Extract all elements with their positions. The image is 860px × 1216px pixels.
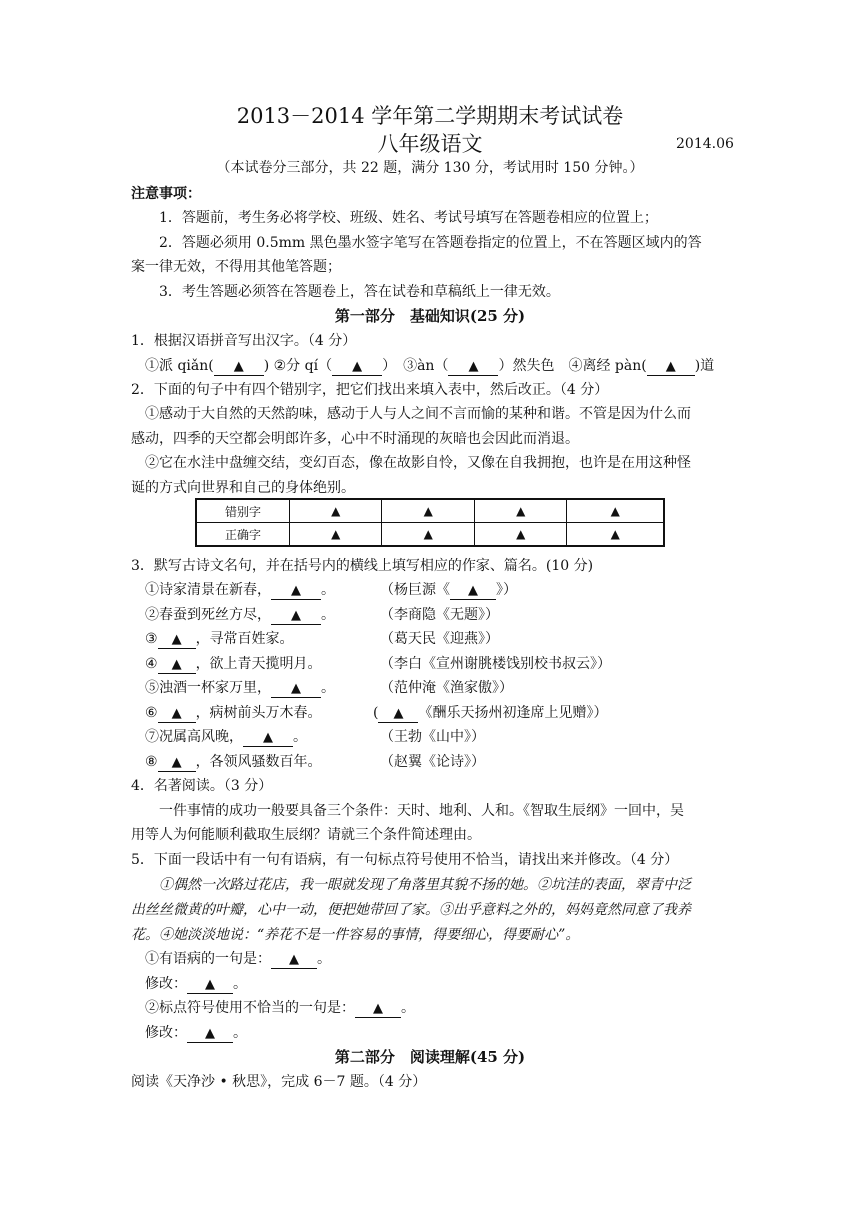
table-cell bbox=[382, 499, 474, 523]
q2-stem: 2．下面的句子中有四个错别字，把它们找出来填入表中，然后改正。（4 分） bbox=[131, 382, 609, 398]
triangle-icon: ▲ bbox=[205, 1026, 215, 1041]
q3-text: ④ bbox=[145, 656, 158, 672]
triangle-icon: ▲ bbox=[331, 504, 341, 518]
triangle-icon: ▲ bbox=[289, 952, 299, 967]
exam-title: 2013－2014 学年第二学期期末考试试卷 bbox=[236, 104, 624, 128]
q1-blank-4 bbox=[647, 358, 695, 376]
q5-blank bbox=[271, 951, 317, 969]
triangle-icon: ▲ bbox=[263, 730, 273, 745]
triangle-icon: ▲ bbox=[171, 657, 182, 672]
triangle-icon: ▲ bbox=[468, 583, 478, 598]
q3-line-1 bbox=[145, 580, 335, 600]
q3-text: ，各领风骚数百年。 bbox=[195, 754, 322, 770]
triangle-icon: ▲ bbox=[331, 527, 341, 541]
q2-para2-line2: 诞的方式向世界和自己的身体绝别。 bbox=[131, 480, 355, 496]
q3-source-8: （赵翼《论诗》） bbox=[380, 754, 485, 770]
q1-stem: 1．根据汉语拼音写出汉字。（4 分） bbox=[131, 333, 357, 349]
q3-blank bbox=[450, 582, 496, 600]
notice-item-2-cont: 案一律无效，不得用其他笔答题； bbox=[131, 259, 341, 275]
q3-text: 。 bbox=[321, 607, 335, 623]
table-cell-label: 正确字 bbox=[196, 523, 290, 547]
triangle-icon: ▲ bbox=[291, 681, 301, 696]
q1-blank-1 bbox=[214, 358, 264, 376]
q3-source-2: （李商隐《无题》） bbox=[380, 607, 499, 623]
q3-text: ⑧ bbox=[145, 754, 158, 770]
notice-item-2: 2．答题必须用 0.5mm 黑色墨水签字笔写在答题卷指定的位置上，不在答题区域内的答 bbox=[159, 235, 702, 251]
q3-line-8 bbox=[145, 752, 322, 772]
q3-blank bbox=[158, 754, 196, 772]
q4-para-line1: 一件事情的成功一般要具备三个条件：天时、地利、人和。《智取生辰纲》一回中，吴 bbox=[159, 803, 684, 819]
q1-blank-3 bbox=[448, 358, 498, 376]
q3-blank bbox=[271, 680, 321, 698]
triangle-icon: ▲ bbox=[171, 632, 182, 647]
table-cell bbox=[382, 523, 474, 547]
triangle-icon: ▲ bbox=[205, 977, 215, 992]
notice-label: 注意事项： bbox=[131, 186, 201, 202]
q3-text: ，病树前头万木春。 bbox=[195, 705, 322, 721]
q3-blank bbox=[158, 656, 196, 674]
q1-a: ①派 qiǎn( bbox=[145, 358, 214, 374]
triangle-icon: ▲ bbox=[516, 527, 526, 541]
q3-text: 。 bbox=[321, 680, 335, 696]
q3-source-4: （李白《宣州谢朓楼饯别校书叔云》） bbox=[380, 656, 611, 672]
q3-source-text: 》） bbox=[496, 582, 517, 598]
q4-stem: 4．名著阅读。（3 分） bbox=[131, 778, 273, 794]
q2-para1-line2: 感动，四季的天空都会明郎许多，心中不时涌现的灰暗也会因此而消退。 bbox=[131, 431, 579, 447]
q3-source-text: （杨巨源《 bbox=[380, 582, 450, 598]
q1-c: ） ③àn（ bbox=[382, 358, 449, 374]
table-cell bbox=[290, 499, 382, 523]
q3-text: ②春蚕到死丝方尽， bbox=[145, 607, 271, 623]
q5-answer-3: ②标点符号使用不恰当的一句是： ▲ 。 bbox=[145, 1000, 415, 1016]
q5-blank bbox=[187, 1025, 233, 1043]
table-row bbox=[196, 523, 664, 547]
q3-source-7: （王勃《山中》） bbox=[380, 729, 485, 745]
q3-text: 。 bbox=[321, 582, 335, 598]
q3-source-1 bbox=[380, 580, 517, 600]
q2-para2-line1: ②它在水洼中盘缠交结，变幻百态，像在故影自怜，又像在自我拥抱，也许是在用这种怪 bbox=[145, 455, 691, 471]
q1-items bbox=[145, 356, 714, 376]
q3-line-4 bbox=[145, 654, 322, 674]
part2-intro: 阅读《天净沙 • 秋思》，完成 6－7 题。（4 分） bbox=[131, 1074, 427, 1090]
q5-stem: 5．下面一段话中有一句有语病，有一句标点符号使用不恰当，请找出来并修改。（4 分） bbox=[131, 852, 679, 868]
q2-para1-line1: ①感动于大自然的天然韵味，感动于人与人之间不言而愉的某种和谐。不管是因为什么而 bbox=[145, 406, 691, 422]
q5-answer-4: 修改： ▲ 。 bbox=[145, 1025, 247, 1041]
q5-answer-label: ②标点符号使用不恰当的一句是： bbox=[145, 1000, 355, 1016]
table-cell bbox=[290, 523, 382, 547]
table-cell-label: 错别字 bbox=[196, 499, 290, 523]
q5-para-line1: ①偶然一次路过花店，我一眼就发现了角落里其貌不扬的她。②坑洼的表面，翠青中泛 bbox=[159, 877, 691, 893]
triangle-icon: ▲ bbox=[610, 504, 620, 518]
part2-heading: 第二部分 阅读理解(45 分) bbox=[334, 1048, 526, 1066]
q3-blank bbox=[243, 729, 293, 747]
notice-item-1: 1．答题前，考生务必将学校、班级、姓名、考试号填写在答题卷相应的位置上； bbox=[159, 210, 658, 226]
q3-source-5: （范仲淹《渔家傲》） bbox=[380, 680, 513, 696]
table-row bbox=[196, 499, 664, 523]
q1-b: ) ②分 qí（ bbox=[263, 358, 333, 374]
part1-heading: 第一部分 基础知识(25 分) bbox=[334, 307, 526, 325]
triangle-icon: ▲ bbox=[291, 583, 301, 598]
q5-answer-1: ①有语病的一句是： ▲ 。 bbox=[145, 951, 331, 967]
q3-text: ⑦况属高风晚， bbox=[145, 729, 243, 745]
triangle-icon: ▲ bbox=[393, 706, 404, 721]
triangle-icon: ▲ bbox=[516, 504, 526, 518]
triangle-icon: ▲ bbox=[665, 359, 676, 374]
exam-subtitle: 八年级语文 bbox=[377, 132, 483, 156]
q3-line-5 bbox=[145, 678, 335, 698]
q5-answer-label: 修改： bbox=[145, 976, 187, 992]
q5-para-line2: 出丝丝微黄的叶瓣，心中一动，便把她带回了家。③出乎意料之外的，妈妈竟然同意了我养 bbox=[131, 902, 691, 918]
triangle-icon: ▲ bbox=[233, 359, 244, 374]
triangle-icon: ▲ bbox=[171, 706, 182, 721]
q5-para-line3: 花。④她淡淡地说：“养花不是一件容易的事情，得要细心，得要耐心”。 bbox=[131, 927, 580, 943]
q3-source-6: ( ▲ 《酬乐天扬州初逢席上见赠》） bbox=[373, 705, 608, 721]
q3-blank bbox=[158, 705, 196, 723]
q3-text: ①诗家清景在新春， bbox=[145, 582, 271, 598]
q3-blank bbox=[271, 582, 321, 600]
q5-answer-label: ①有语病的一句是： bbox=[145, 951, 271, 967]
q3-line-2 bbox=[145, 605, 335, 625]
q1-e: )道 bbox=[694, 358, 715, 374]
q4-para-line2: 用等人为何能顺利截取生辰纲？请就三个条件简述理由。 bbox=[131, 827, 481, 843]
q3-text: ，寻常百姓家。 bbox=[195, 631, 294, 647]
exam-date: 2014.06 bbox=[676, 136, 734, 152]
triangle-icon: ▲ bbox=[610, 527, 620, 541]
notice-item-3: 3．考生答题必须答在答题卷上，答在试卷和草稿纸上一律无效。 bbox=[159, 284, 560, 300]
q5-answer-label: 修改： bbox=[145, 1025, 187, 1041]
triangle-icon: ▲ bbox=[373, 1001, 383, 1016]
q3-source-3: （葛天民《迎燕》） bbox=[380, 631, 499, 647]
table-cell bbox=[567, 523, 664, 547]
q3-source-text: 《酬乐天扬州初逢席上见赠》） bbox=[418, 705, 608, 721]
q3-line-3 bbox=[145, 629, 294, 649]
q3-text: ⑤浊酒一杯家万里， bbox=[145, 680, 271, 696]
q3-blank bbox=[378, 705, 418, 723]
triangle-icon: ▲ bbox=[468, 359, 479, 374]
exam-info: （本试卷分三部分，共 22 题，满分 130 分，考试用时 150 分钟。） bbox=[216, 160, 644, 176]
q3-text: 。 bbox=[293, 729, 307, 745]
q1-blank-2 bbox=[332, 358, 382, 376]
triangle-icon: ▲ bbox=[171, 755, 182, 770]
q3-stem: 3．默写古诗文名句，并在括号内的横线上填写相应的作家、篇名。(10 分) bbox=[131, 558, 594, 574]
q3-text: ③ bbox=[145, 631, 158, 647]
error-table bbox=[195, 498, 665, 547]
q5-blank bbox=[355, 1000, 401, 1018]
q3-line-7 bbox=[145, 727, 307, 747]
q5-blank bbox=[187, 976, 233, 994]
q3-blank bbox=[158, 631, 196, 649]
triangle-icon: ▲ bbox=[423, 504, 433, 518]
triangle-icon: ▲ bbox=[352, 359, 363, 374]
q1-d: ）然失色 ④离经 pàn( bbox=[498, 358, 647, 374]
q5-answer-2: 修改： ▲ 。 bbox=[145, 976, 247, 992]
triangle-icon: ▲ bbox=[291, 608, 301, 623]
q3-text: ，欲上青天揽明月。 bbox=[195, 656, 322, 672]
q3-line-6 bbox=[145, 703, 322, 723]
table-cell bbox=[474, 523, 566, 547]
table-cell bbox=[567, 499, 664, 523]
table-cell bbox=[474, 499, 566, 523]
q3-blank bbox=[271, 607, 321, 625]
triangle-icon: ▲ bbox=[423, 527, 433, 541]
q3-text: ⑥ bbox=[145, 705, 158, 721]
